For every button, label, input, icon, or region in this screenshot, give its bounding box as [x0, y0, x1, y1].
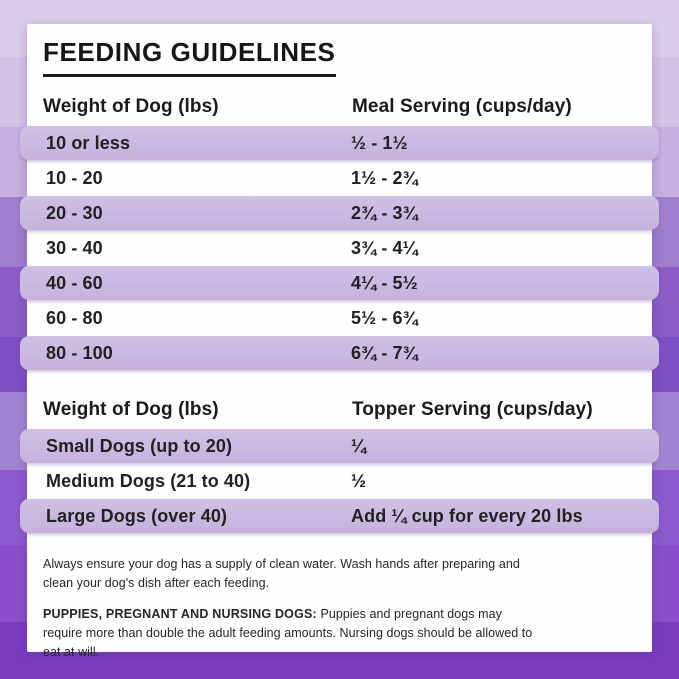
table-row: [20, 499, 659, 533]
serving-cell: 4¼ - 5½: [351, 272, 418, 293]
weight-cell: Large Dogs (over 40): [46, 505, 228, 526]
table-row: [20, 464, 659, 498]
meal-serving-column-header: Meal Serving (cups/day): [352, 96, 572, 117]
weight-cell: 10 or less: [46, 132, 131, 153]
serving-cell: 5½ - 6¾: [351, 307, 418, 328]
serving-cell: ½ - 1½: [351, 132, 408, 153]
footnotes: [43, 555, 540, 662]
table-row: [20, 336, 659, 370]
topper-table-header: [43, 399, 636, 421]
clean-water-note: Always ensure your dog has a supply of clean water. Wash hands after preparing and clean your dog's dish after each feeding.: [43, 557, 520, 590]
meal-table-header: [43, 96, 636, 118]
weight-cell: 60 - 80: [46, 307, 103, 328]
table-row: [20, 301, 659, 335]
weight-cell: 30 - 40: [46, 237, 103, 258]
serving-cell: Add ¼ cup for every 20 lbs: [351, 505, 583, 526]
table-row: [20, 196, 659, 230]
topper-serving-column-header: Topper Serving (cups/day): [352, 399, 593, 420]
meal-table: [27, 126, 652, 370]
puppies-note-body: Puppies and pregnant dogs may require more than double the adult feeding amounts. Nursing dogs should be allowed to eat at will.: [43, 607, 533, 659]
weight-cell: 10 - 20: [46, 167, 103, 188]
page-title: FEEDING GUIDELINES: [43, 39, 336, 77]
table-row: [20, 429, 659, 463]
serving-cell: 3¾ - 4¼: [351, 237, 418, 258]
feeding-guidelines-card: [27, 24, 652, 659]
puppies-note-lead: PUPPIES, PREGNANT AND NURSING DOGS:: [43, 607, 317, 621]
weight-cell: 80 - 100: [46, 342, 113, 363]
serving-cell: ½: [351, 470, 367, 491]
puppies-pregnant-note: [43, 605, 540, 662]
serving-cell: 1½ - 2¾: [351, 167, 418, 188]
weight-cell: Medium Dogs (21 to 40): [46, 470, 251, 491]
topper-weight-column-header: Weight of Dog (lbs): [43, 399, 219, 420]
table-row: [20, 161, 659, 195]
serving-cell: 2¾ - 3¾: [351, 202, 418, 223]
table-row: [20, 266, 659, 300]
topper-table: [27, 429, 652, 533]
serving-cell: ¼: [351, 435, 367, 456]
weight-cell: 20 - 30: [46, 202, 103, 223]
weight-cell: Small Dogs (up to 20): [46, 435, 233, 456]
table-row: [20, 231, 659, 265]
serving-cell: 6¾ - 7¾: [351, 342, 418, 363]
weight-cell: 40 - 60: [46, 272, 103, 293]
table-row: [20, 126, 659, 160]
meal-weight-column-header: Weight of Dog (lbs): [43, 96, 219, 117]
